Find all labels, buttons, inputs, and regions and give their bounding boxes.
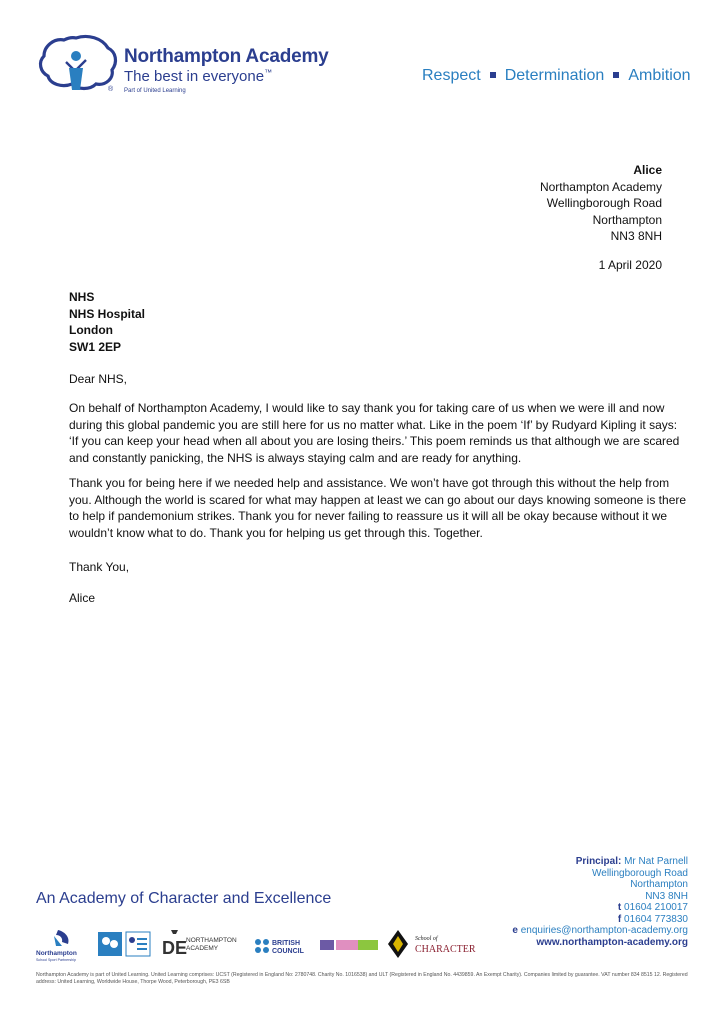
sports-mark-logo-icon (98, 932, 122, 956)
british-council-logo-icon (255, 939, 305, 955)
recipient-line: NHS (69, 290, 95, 304)
square-bullet-icon (613, 72, 619, 78)
salutation: Dear NHS, (69, 372, 128, 386)
northampton-sport-partnership-logo-icon (36, 930, 77, 962)
school-tagline: The best in everyone™ (124, 68, 273, 85)
website-link[interactable]: www.northampton-academy.org (536, 936, 688, 948)
footer-address-line: NN3 8NH (645, 890, 688, 902)
sender-line: Northampton (592, 212, 662, 227)
character-label: CHARACTER (415, 944, 476, 955)
de-text-2: ACADEMY (186, 945, 219, 952)
registered-mark: ® (108, 86, 114, 93)
telephone-line: t 01604 210017 (617, 902, 688, 913)
signoff-name: Alice (69, 591, 96, 605)
value-ambition: Ambition (628, 67, 691, 84)
sender-name: Alice (633, 163, 662, 177)
email-line[interactable]: e enquiries@northampton-academy.org (512, 925, 688, 936)
school-values (422, 67, 691, 85)
value-respect: Respect (422, 67, 481, 84)
value-determination: Determination (504, 67, 605, 84)
recipient-line: NHS Hospital (69, 306, 146, 321)
recipient-address (69, 289, 145, 355)
northampton-sports-label: Northampton (36, 950, 77, 957)
british-council-1: BRITISH (272, 940, 300, 947)
school-of-label: School of (415, 936, 438, 942)
footer-contact (512, 856, 688, 948)
school-of-character-logo-icon (388, 930, 476, 958)
duke-of-edinburgh-logo-icon (162, 930, 237, 958)
de-letters: DE (162, 938, 188, 958)
de-text-1: NORTHAMPTON (186, 937, 237, 944)
body-paragraph-1: On behalf of Northampton Academy, I would like to say thank you for taking care of us when we were ill and now during this global pandemic you are still here for us no matter what. Like in the poem ‘If’ by Rudyard Kipling it says: ‘If you can keep your head when all about you are losing theirs.’ This poem reminds us that although we are scared and constantly panicking, the NHS is always staying calm and are ready for anything. (69, 401, 680, 465)
school-tree-logo-icon (36, 32, 120, 94)
sender-address (540, 162, 662, 245)
footer-partner-logos (36, 926, 496, 966)
sender-line: Wellingborough Road (546, 196, 662, 210)
international-school-award-logo-icon (320, 940, 378, 950)
school-name: Northampton Academy (124, 46, 329, 67)
body-paragraph-2: Thank you for being here if we needed help and assistance. We won’t have got through this without the help from you. Although the world is scared for what may happen at least we can go about our days knowing someone is there to help if pandemonium strikes. Thank you for never failing to reassure us it will all be okay because without it we wouldn’t know what to do. Thank you for helping us get through this. Together. (69, 476, 687, 540)
fax-line: f 01604 773830 (617, 913, 688, 925)
british-council-2: COUNCIL (272, 948, 304, 955)
footer-address-line: Northampton (630, 879, 688, 890)
sender-line: NN3 8NH (610, 229, 662, 243)
square-bullet-icon (490, 72, 496, 78)
sender-line: Northampton Academy (539, 179, 662, 194)
footer-motto: An Academy of Character and Excellence (36, 890, 332, 907)
letter-date: 1 April 2020 (598, 258, 662, 272)
closing: Thank You, (69, 560, 130, 574)
legal-notice: Northampton Academy is part of United Learning. United Learning comprises: UCST (Registered in England No: 2780748. Charity No. 1016538) and ULT (Registered in England No. 4439859. An Exempt Charity). Companies limited by guarantee. VAT number 834 8515 12. Registered address: United Learning, Worldwide House, Thorpe Wood, Peterborough, PE3 6SB (36, 972, 688, 985)
wellbeing-award-logo-icon (126, 932, 150, 956)
principal-line: Principal: Mr Nat Parnell (575, 856, 688, 867)
footer-address-line: Wellingborough Road (592, 867, 688, 879)
northampton-sports-sub: School Sport Partnership (36, 958, 76, 962)
part-of-united-learning: Part of United Learning (124, 88, 186, 94)
recipient-line: London (69, 323, 113, 337)
recipient-line: SW1 2EP (69, 339, 122, 354)
